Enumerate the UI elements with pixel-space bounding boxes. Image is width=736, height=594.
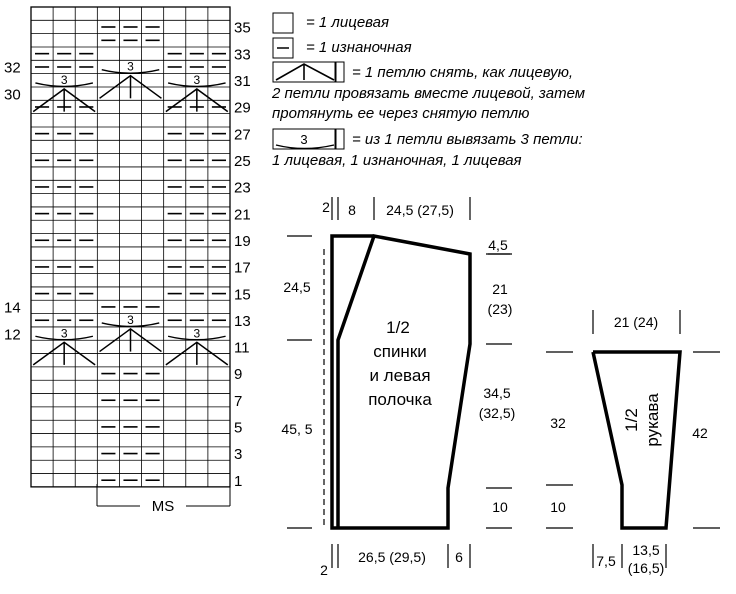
body-dimension-labels: [281, 199, 515, 578]
increase-symbol-number: 3: [193, 326, 201, 341]
legend-decrease-line1: = 1 петлю снять, как лицевую,: [352, 64, 574, 81]
row-number: 29: [234, 99, 251, 117]
label-sleeve-cuff: 10: [550, 499, 566, 515]
sleeve-title: [622, 393, 662, 447]
row-number: 5: [234, 419, 243, 437]
body-title-line3: и левая: [369, 366, 431, 385]
label-sleeve-inner: 32: [550, 415, 566, 431]
row-number: 35: [234, 19, 251, 37]
label-left-upper: 24,5: [283, 279, 311, 295]
label-side-length-alt: (32,5): [478, 405, 516, 421]
row-number: 1: [234, 472, 243, 490]
legend-increase-number: 3: [300, 132, 308, 147]
legend-knit-text: = 1 лицевая: [306, 14, 390, 31]
label-top-edge: 2: [322, 199, 330, 215]
label-left-total: 45, 5: [281, 421, 313, 437]
row-number: 11: [234, 339, 250, 357]
increase-symbol-number: 3: [60, 72, 68, 87]
row-number: 15: [234, 286, 251, 304]
row-number: 17: [234, 259, 251, 277]
body-title-line2: спинки: [373, 342, 427, 361]
label-armhole-height-alt: (23): [487, 301, 513, 317]
increase-symbol-number: 3: [60, 326, 68, 341]
legend-decrease-line3: протянуть ее через снятую петлю: [272, 105, 530, 122]
label-rib-height: 10: [492, 499, 508, 515]
increase-symbol-number: 3: [127, 59, 134, 74]
row-number: 33: [234, 46, 251, 64]
label-bottom-left: 2: [320, 562, 328, 578]
body-title: [368, 318, 432, 409]
legend-knit-icon: [273, 13, 293, 33]
label-sleeve-bottom-left: 7,5: [596, 553, 616, 569]
legend-decrease-icon: [273, 62, 344, 82]
increase-symbol-number: 3: [127, 312, 134, 327]
increase-symbol-number: 3: [193, 72, 201, 87]
row-number: 23: [234, 179, 251, 197]
row-numbers: [4, 20, 251, 490]
body-title-line4: полочка: [368, 390, 432, 409]
sleeve-title-line2: рукава: [643, 393, 662, 447]
label-top-neck: 8: [348, 202, 356, 218]
row-number-left: 14: [4, 299, 21, 317]
row-number: 9: [234, 366, 243, 384]
label-sleeve-bottom-width: 13,5: [632, 542, 660, 558]
legend-decrease-line2: 2 петли провязать вместе лицевой, затем: [272, 85, 586, 102]
row-number: 21: [234, 206, 251, 224]
row-number-left: 12: [4, 326, 21, 344]
sleeve-outline: [593, 352, 680, 528]
row-number: 31: [234, 72, 251, 90]
label-sleeve-outer: 42: [692, 425, 708, 441]
label-sleeve-bottom-width-alt: (16,5): [627, 560, 665, 576]
label-top-shoulder: 24,5 (27,5): [386, 202, 454, 218]
legend-purl-icon: [273, 38, 293, 58]
label-side-length: 34,5: [483, 385, 511, 401]
row-number: 27: [234, 126, 251, 144]
row-number: 7: [234, 392, 243, 410]
label-sleeve-top: 21 (24): [613, 314, 659, 330]
knitting-chart-symbols: [33, 27, 228, 480]
label-armhole-height: 21: [492, 281, 508, 297]
label-shoulder-slope: 4,5: [488, 237, 508, 253]
ms-label: MS: [151, 498, 175, 515]
label-bottom-width: 26,5 (29,5): [358, 549, 426, 565]
row-number-left: 32: [4, 59, 21, 77]
label-bottom-right: 6: [455, 549, 463, 565]
legend-increase-line1: = из 1 петли вывязать 3 петли:: [352, 131, 583, 148]
legend-increase-icon: [273, 129, 344, 149]
row-number-left: 30: [4, 86, 21, 104]
legend-increase-line2: 1 лицевая, 1 изнаночная, 1 лицевая: [272, 152, 522, 169]
row-number: 13: [234, 312, 251, 330]
row-number: 25: [234, 152, 251, 170]
row-number: 3: [234, 446, 243, 464]
row-number: 19: [234, 232, 251, 250]
legend-purl-text: = 1 изнаночная: [306, 39, 412, 56]
sleeve-title-line1: 1/2: [622, 408, 641, 432]
body-title-line1: 1/2: [386, 318, 410, 337]
